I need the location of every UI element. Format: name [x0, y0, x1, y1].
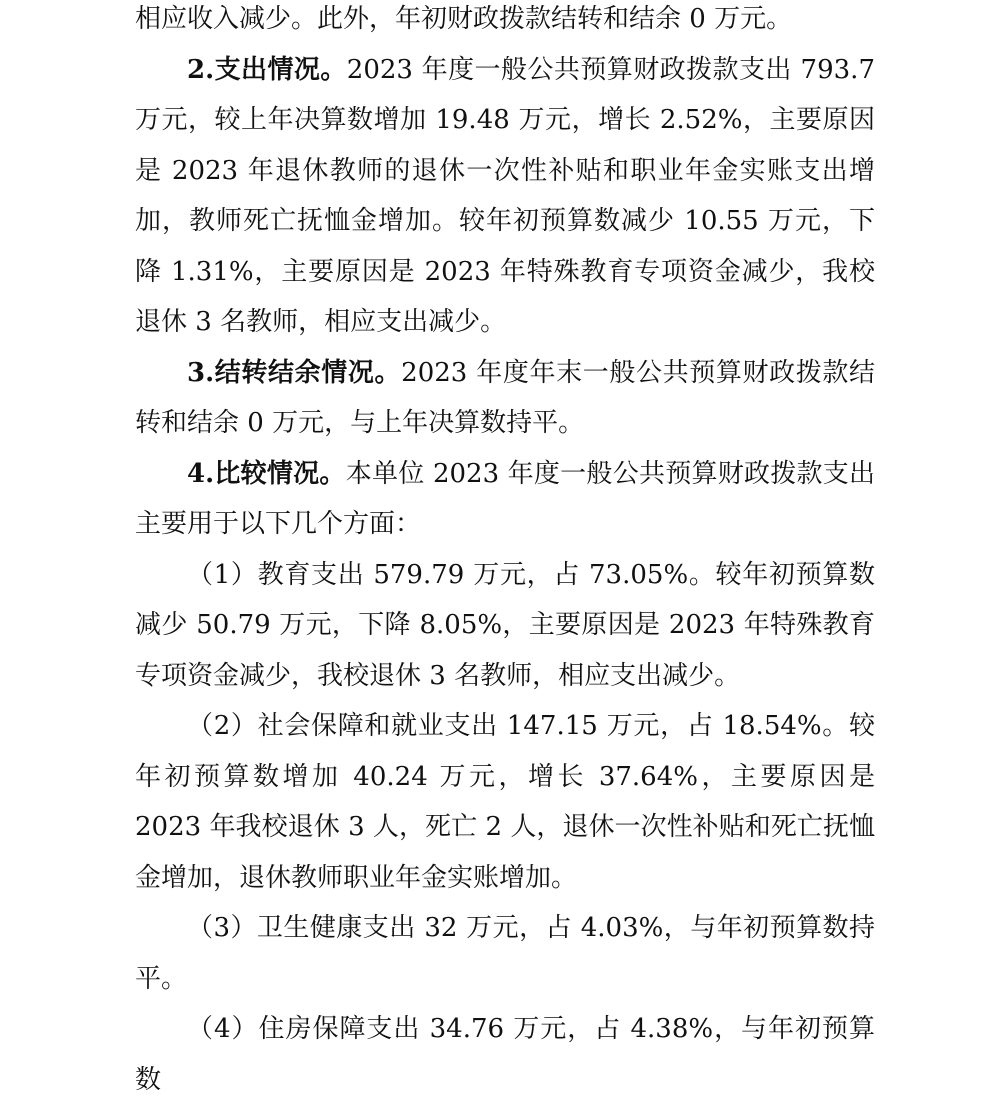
paragraph-text: 2023 年度一般公共预算财政拨款支出 793.7 万元，较上年决算数增加 19.48 万元，增长 2.52%，主要原因是 2023 年退休教师的退休一次性补贴和职业年金实账支出增加，教师死亡抚恤金增加。较年初预算数减少 10.55 万元，下降 1.31%，主要原因是 2023 年特殊教育专项资金减少，我校退休 3 名教师，相应支出减少。 — [135, 54, 875, 337]
list-item-health — [135, 903, 875, 1004]
section-heading-carryover: 3.结转结余情况。 — [187, 357, 402, 388]
section-heading-expenditure: 2.支出情况。 — [187, 54, 347, 85]
list-item-education — [135, 550, 875, 702]
paragraph-text: （3）卫生健康支出 32 万元，占 4.03%，与年初预算数持平。 — [135, 913, 875, 994]
list-item-housing — [135, 1004, 875, 1105]
paragraph-comparison — [135, 449, 875, 550]
document-page — [135, 0, 875, 1105]
paragraph-text: 本单位 2023 年度一般公共预算财政拨款支出主要用于以下几个方面： — [135, 458, 875, 539]
paragraph-carryover — [135, 348, 875, 449]
paragraph-text: （2）社会保障和就业支出 147.15 万元，占 18.54%。较年初预算数增加 40.24 万元，增长 37.64%，主要原因是 2023 年我校退休 3 人，死亡 2 人，退休一次性补贴和死亡抚恤金增加，退休教师职业年金实账增加。 — [135, 711, 875, 893]
paragraph-text: （4）住房保障支出 34.76 万元，占 4.38%，与年初预算数 — [135, 1014, 875, 1095]
section-heading-comparison: 4.比较情况。 — [187, 458, 346, 489]
list-item-social-security — [135, 701, 875, 903]
paragraph-expenditure — [135, 45, 875, 348]
paragraph-text: （1）教育支出 579.79 万元，占 73.05%。较年初预算数减少 50.79 万元，下降 8.05%，主要原因是 2023 年特殊教育专项资金减少，我校退休 3 名教师，相应支出减少。 — [135, 559, 875, 691]
paragraph-income-note — [135, 0, 875, 45]
paragraph-text: 相应收入减少。此外，年初财政拨款结转和结余 0 万元。 — [135, 4, 793, 34]
paragraph-text: 2023 年度年末一般公共预算财政拨款结转和结余 0 万元，与上年决算数持平。 — [135, 357, 875, 438]
